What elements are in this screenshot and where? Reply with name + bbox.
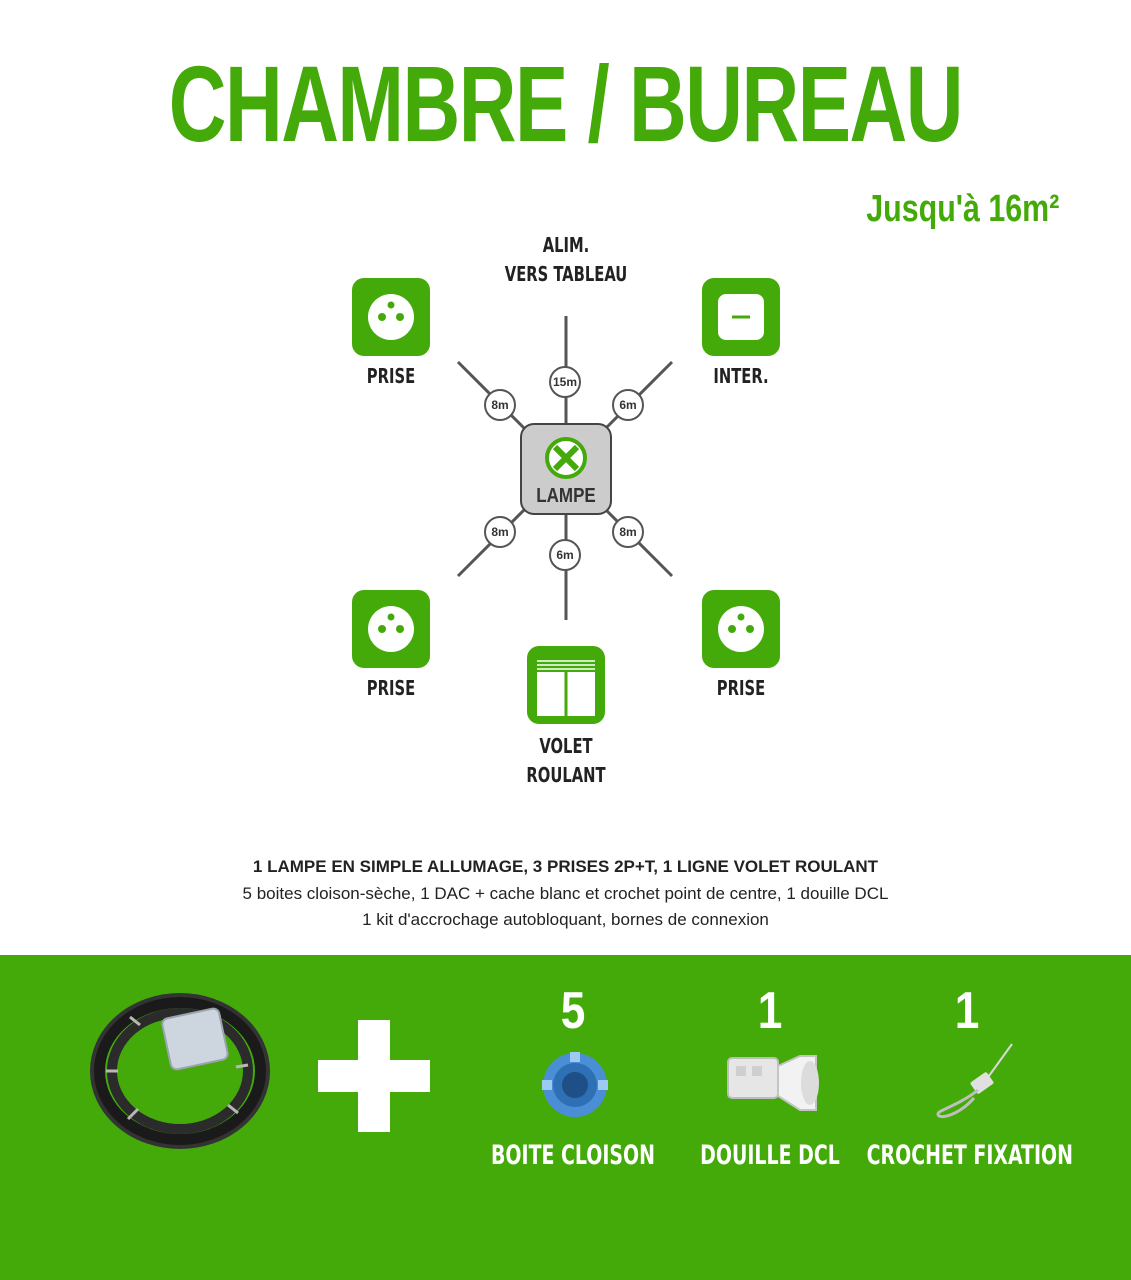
page-title: CHAMBRE / BUREAU	[168, 43, 963, 164]
plus-icon	[318, 1020, 430, 1132]
cable-coil-image	[88, 985, 278, 1155]
socket-icon	[352, 590, 430, 668]
lamp-x-icon	[544, 436, 588, 480]
boite-count: 5	[560, 982, 586, 1040]
socket-bulb-icon	[722, 1048, 822, 1118]
length-badge-prise-bottom-right	[612, 516, 644, 548]
prise-bottom-left-label: PRISE	[366, 676, 416, 700]
length-badge-prise-top-left	[484, 389, 516, 421]
switch-icon	[702, 278, 780, 356]
boite-label: BOITE CLOISON	[490, 1140, 656, 1171]
length-badge-inter	[612, 389, 644, 421]
douille-label: DOUILLE DCL	[700, 1140, 840, 1171]
length-badge-prise-bottom-left	[484, 516, 516, 548]
lamp-junction-box	[520, 423, 612, 515]
crochet-count: 1	[954, 982, 980, 1040]
kit-details-line1: 5 boites cloison-sèche, 1 DAC + cache blanc et crochet point de centre, 1 douille DCL	[242, 884, 889, 903]
alim-label: ALIM. VERS TABLEAU	[504, 233, 628, 286]
length-text: 8m	[484, 389, 516, 421]
prise-bottom-right-label: PRISE	[716, 676, 766, 700]
length-text: 6m	[549, 539, 581, 571]
area-subtitle: Jusqu'à 16m²	[865, 188, 1059, 230]
length-text: 6m	[612, 389, 644, 421]
box-icon	[540, 1050, 610, 1120]
lamp-label: LAMPE	[536, 485, 596, 507]
length-badge-alim	[549, 366, 581, 398]
length-text: 15m	[549, 366, 581, 398]
volet-label: VOLET ROULANT	[526, 734, 606, 787]
socket-icon	[352, 278, 430, 356]
shutter-icon	[527, 646, 605, 724]
inter-label: INTER.	[713, 364, 769, 388]
crochet-label: CROCHET FIXATION	[866, 1140, 1073, 1171]
length-text: 8m	[612, 516, 644, 548]
kit-summary: 1 LAMPE EN SIMPLE ALLUMAGE, 3 PRISES 2P+T, 1 LIGNE VOLET ROULANT	[252, 857, 879, 876]
length-badge-volet	[549, 539, 581, 571]
hook-icon	[928, 1040, 1018, 1125]
kit-details-line2: 1 kit d'accrochage autobloquant, bornes de connexion	[362, 910, 769, 929]
prise-top-left-label: PRISE	[366, 364, 416, 388]
douille-count: 1	[757, 982, 783, 1040]
socket-icon	[702, 590, 780, 668]
length-text: 8m	[484, 516, 516, 548]
